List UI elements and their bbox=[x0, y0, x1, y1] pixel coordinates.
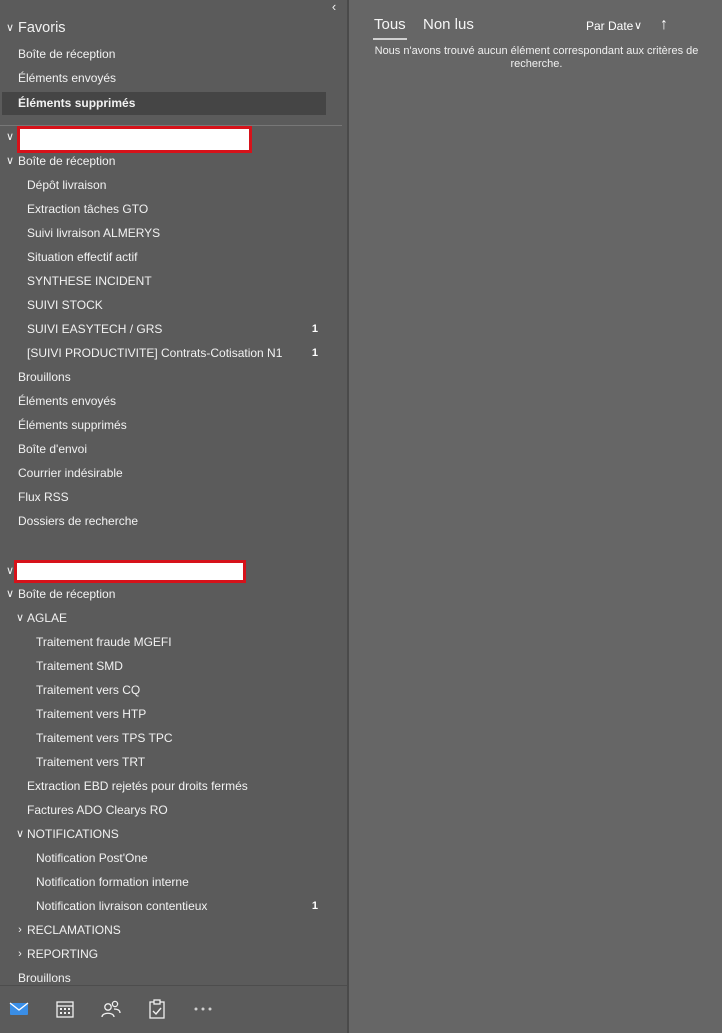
more-icon[interactable] bbox=[192, 998, 214, 1020]
active-tab-indicator bbox=[373, 38, 407, 40]
folder-item[interactable] bbox=[27, 799, 168, 821]
folder-item[interactable] bbox=[27, 342, 299, 364]
chevron-right-icon: › bbox=[18, 924, 22, 936]
folder-item[interactable] bbox=[36, 895, 207, 917]
folder-label: Boîte de réception bbox=[18, 47, 116, 61]
tasks-icon[interactable] bbox=[146, 998, 168, 1020]
folder-label: Factures ADO Clearys RO bbox=[27, 803, 168, 817]
folder-item[interactable] bbox=[27, 222, 160, 244]
folder-label: SUIVI STOCK bbox=[27, 298, 103, 312]
chevron-down-icon: ∨ bbox=[5, 155, 15, 167]
folder-label: Traitement vers TRT bbox=[36, 755, 146, 769]
folder-label: Éléments envoyés bbox=[18, 71, 117, 85]
folder-item[interactable] bbox=[36, 847, 148, 869]
folder-item[interactable] bbox=[18, 390, 116, 412]
folder-label: Dépôt livraison bbox=[27, 178, 107, 192]
folder-label: Courrier indésirable bbox=[18, 466, 123, 480]
chevron-down-icon[interactable]: ∨ bbox=[634, 20, 643, 32]
folder-label: SYNTHESE INCIDENT bbox=[27, 274, 152, 288]
folder-label: Boîte de réception bbox=[18, 154, 116, 168]
favorite-sent[interactable] bbox=[18, 67, 116, 89]
collapse-pane-button[interactable] bbox=[327, 0, 341, 14]
folder-label: Dossiers de recherche bbox=[18, 514, 139, 528]
folder-item[interactable] bbox=[36, 727, 172, 749]
unread-count-badge: 1 bbox=[311, 323, 318, 335]
unread-count-badge: 1 bbox=[311, 347, 318, 359]
folder-item[interactable] bbox=[27, 270, 152, 292]
folder-label: Éléments supprimés bbox=[18, 96, 136, 110]
folder-label: Notification livraison contentieux bbox=[36, 899, 208, 913]
chevron-down-icon: ∨ bbox=[5, 131, 15, 143]
folder-label: Éléments envoyés bbox=[18, 394, 117, 408]
favorite-deleted[interactable] bbox=[18, 92, 135, 114]
chevron-down-icon: ∨ bbox=[5, 22, 15, 34]
folder-item[interactable] bbox=[36, 655, 123, 677]
favorite-inbox[interactable] bbox=[18, 43, 115, 65]
folder-item[interactable] bbox=[18, 462, 123, 484]
folder-item[interactable] bbox=[27, 246, 138, 268]
folder-label: AGLAE bbox=[27, 611, 68, 625]
chevron-down-icon: ∨ bbox=[15, 612, 25, 624]
folder-item[interactable] bbox=[27, 198, 148, 220]
folder-label: Flux RSS bbox=[18, 490, 69, 504]
favorites-title: Favoris bbox=[18, 20, 66, 36]
chevron-down-icon: ∨ bbox=[5, 565, 15, 577]
folder-pane bbox=[0, 0, 347, 1033]
folder-label: Boîte de réception bbox=[18, 587, 116, 601]
folder-item[interactable] bbox=[27, 174, 106, 196]
folder-item[interactable] bbox=[18, 414, 127, 436]
folder-label: Brouillons bbox=[18, 370, 71, 384]
folder-item[interactable] bbox=[27, 294, 103, 316]
folder-item[interactable] bbox=[36, 631, 172, 653]
folder-item[interactable] bbox=[36, 679, 140, 701]
folder-item[interactable] bbox=[18, 366, 71, 388]
folder-item[interactable] bbox=[36, 751, 145, 773]
redacted-account-name bbox=[17, 126, 252, 153]
folder-label: Notification formation interne bbox=[36, 875, 189, 889]
chevron-down-icon: ∨ bbox=[15, 828, 25, 840]
chevron-right-icon: › bbox=[18, 948, 22, 960]
folder-item[interactable] bbox=[27, 775, 248, 797]
folder-label: [SUIVI PRODUCTIVITE] Contrats-Cotisation N1 bbox=[27, 346, 283, 360]
folder-label: Extraction EBD rejetés pour droits fermés bbox=[27, 779, 248, 793]
folder-item[interactable] bbox=[18, 510, 138, 532]
mail-icon[interactable] bbox=[8, 998, 30, 1020]
folder-label: Traitement fraude MGEFI bbox=[36, 635, 172, 649]
folder-item[interactable] bbox=[27, 318, 162, 340]
message-list-pane bbox=[349, 0, 722, 1033]
folder-label: REPORTING bbox=[27, 947, 99, 961]
folder-label: Situation effectif actif bbox=[27, 250, 138, 264]
folder-label: Traitement vers CQ bbox=[36, 683, 141, 697]
folder-item[interactable] bbox=[18, 486, 69, 508]
folder-label: RECLAMATIONS bbox=[27, 923, 121, 937]
chevron-left-icon: ‹ bbox=[331, 0, 337, 14]
tab-unread[interactable]: Non lus bbox=[423, 16, 474, 33]
redacted-account-name bbox=[14, 560, 246, 583]
unread-count-badge: 1 bbox=[311, 900, 318, 912]
folder-label: Suivi livraison ALMERYS bbox=[27, 226, 161, 240]
folder-label: Notification Post'One bbox=[36, 851, 148, 865]
calendar-icon[interactable] bbox=[54, 998, 76, 1020]
folder-label: Traitement SMD bbox=[36, 659, 123, 673]
folder-label: Extraction tâches GTO bbox=[27, 202, 149, 216]
folder-label: Boîte d'envoi bbox=[18, 442, 88, 456]
chevron-down-icon: ∨ bbox=[5, 588, 15, 600]
folder-item[interactable] bbox=[36, 871, 189, 893]
tab-all[interactable]: Tous bbox=[374, 16, 406, 33]
folder-label: Brouillons bbox=[18, 971, 71, 985]
people-icon[interactable] bbox=[100, 998, 122, 1020]
sort-by-dropdown[interactable]: Par Date bbox=[586, 19, 634, 33]
folder-item[interactable] bbox=[36, 703, 146, 725]
folder-label: Traitement vers TPS TPC bbox=[36, 731, 173, 745]
arrow-up-icon[interactable]: ↑ bbox=[660, 16, 668, 33]
bottom-navigation bbox=[0, 985, 347, 1033]
folder-label: NOTIFICATIONS bbox=[27, 827, 119, 841]
folder-item[interactable] bbox=[18, 438, 87, 460]
folder-label: Éléments supprimés bbox=[18, 418, 127, 432]
empty-results-message: Nous n'avons trouvé aucun élément correspondant aux critères de recherche. bbox=[374, 45, 699, 70]
folder-label: SUIVI EASYTECH / GRS bbox=[27, 322, 163, 336]
folder-label: Traitement vers HTP bbox=[36, 707, 147, 721]
